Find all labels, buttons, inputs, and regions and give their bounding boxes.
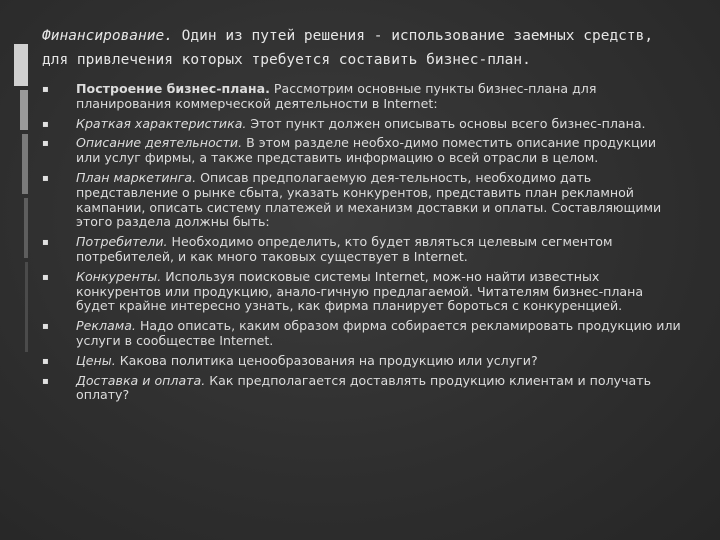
item-text: Рассмотрим основные пункты бизнес-плана для планирования коммерческой деятельности в Internet:: [76, 81, 597, 111]
item-text: Этот пункт должен описывать основы всего бизнес-плана.: [246, 115, 646, 131]
list-item: [42, 270, 682, 314]
item-term: Доставка и оплата.: [76, 372, 206, 388]
decor-bar: [22, 134, 28, 194]
slide-heading: [42, 24, 682, 72]
decor-bar: [20, 90, 28, 130]
list-item: [42, 319, 682, 349]
item-term: Потребители.: [76, 234, 168, 250]
decorative-side-bars: [14, 44, 28, 356]
item-text: Какова политика ценообразования на продукцию или услуги?: [115, 352, 538, 368]
list-item: [42, 171, 682, 230]
item-text: Надо описать, каким образом фирма собирается рекламировать продукцию или услуги в сообществе Internet.: [76, 318, 681, 348]
decor-bar: [14, 44, 28, 86]
bullet-icon: ▪: [42, 237, 49, 249]
item-term: Описание деятельности.: [76, 135, 243, 151]
decor-bar: [25, 262, 28, 352]
item-text: Описав предполагаемую дея-тельность, необходимо дать представление о рынке сбыта, указать конкурентов, представить план рекламной кампании, описать систему платежей и механизм доставки и оплаты. Составляющими этого раздела должны быть:: [76, 169, 662, 230]
bullet-icon: ▪: [42, 118, 49, 130]
bullet-icon: ▪: [42, 84, 49, 95]
list-item: [42, 374, 682, 404]
item-text: Используя поисковые системы Internet, мож-но найти известных конкурентов или продукцию, анало-гичную предлагаемой. Читателям бизнес-плана будет крайне интересно узнать, как фирма планирует бороться с конкуренцией.: [76, 268, 644, 314]
item-term: Реклама.: [76, 318, 136, 334]
bullet-icon: ▪: [42, 271, 49, 283]
bullet-icon: ▪: [42, 355, 49, 367]
item-term: Цены.: [76, 352, 116, 368]
heading-term: Финансирование.: [42, 28, 173, 44]
bullet-list: [42, 82, 682, 408]
item-term: Краткая характеристика.: [76, 115, 247, 131]
item-term: План маркетинга.: [76, 169, 197, 185]
bullet-icon: ▪: [42, 375, 49, 387]
list-item: [42, 117, 682, 132]
bullet-icon: ▪: [42, 172, 49, 184]
heading-text: Один из путей решения - использование заемных средств, для привлечения которых требуется составить бизнес-план.: [42, 28, 654, 68]
list-item: [42, 354, 682, 369]
list-item: [42, 235, 682, 265]
bullet-icon: ▪: [42, 138, 49, 150]
item-text: В этом разделе необхо-димо поместить описание продукции или услуг фирмы, а также представить информацию о всей отрасли в целом.: [76, 135, 657, 166]
item-term: Построение бизнес-плана.: [76, 81, 270, 96]
list-item: [42, 82, 682, 112]
item-term: Конкуренты.: [76, 268, 162, 284]
list-item: [42, 136, 682, 166]
bullet-icon: ▪: [42, 321, 49, 333]
decor-bar: [24, 198, 28, 258]
item-text: Необходимо определить, кто будет являться целевым сегментом потребителей, и как много таковых существует в Internet.: [76, 234, 613, 264]
item-text: Как предполагается доставлять продукцию клиентам и получать оплату?: [76, 372, 652, 403]
